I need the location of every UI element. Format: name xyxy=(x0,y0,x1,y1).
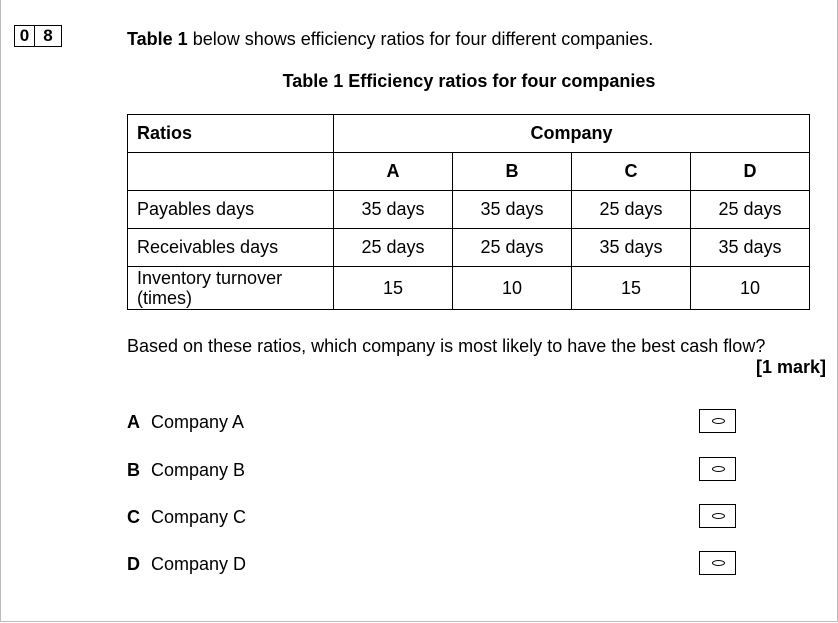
table-row xyxy=(128,229,810,267)
table-cell: 15 xyxy=(572,267,691,310)
intro-rest: below shows efficiency ratios for four different companies. xyxy=(187,29,654,49)
table-header-row xyxy=(128,115,810,153)
company-b-header: B xyxy=(453,153,572,191)
option-text: Company C xyxy=(151,507,247,527)
ratios-table xyxy=(127,114,810,310)
question-text: Based on these ratios, which company is most likely to have the best cash flow? xyxy=(127,336,766,356)
answer-box-c[interactable] xyxy=(699,504,736,528)
option-letter: B xyxy=(127,460,140,480)
table-row xyxy=(128,191,810,229)
question-number-digit-2: 8 xyxy=(35,25,62,47)
row-label-line-2: (times) xyxy=(137,288,192,308)
table-cell: 25 days xyxy=(334,229,453,267)
row-label: Receivables days xyxy=(128,229,334,267)
intro-text xyxy=(127,29,653,50)
intro-table-ref: Table 1 xyxy=(127,29,188,49)
table-cell: 10 xyxy=(691,267,810,310)
table-cell: 35 days xyxy=(334,191,453,229)
option-letter: C xyxy=(127,507,140,527)
oval-icon xyxy=(712,418,725,424)
option-c xyxy=(127,507,246,528)
company-d-header: D xyxy=(691,153,810,191)
table-cell: 15 xyxy=(334,267,453,310)
answer-box-b[interactable] xyxy=(699,457,736,481)
option-letter: A xyxy=(127,412,140,432)
table-cell: 35 days xyxy=(691,229,810,267)
empty-cell xyxy=(128,153,334,191)
answer-box-d[interactable] xyxy=(699,551,736,575)
table-cell: 35 days xyxy=(453,191,572,229)
table-cell: 25 days xyxy=(572,191,691,229)
option-b xyxy=(127,460,245,481)
option-a xyxy=(127,412,244,433)
option-letter: D xyxy=(127,554,140,574)
table-cell: 25 days xyxy=(691,191,810,229)
oval-icon xyxy=(712,466,725,472)
option-text: Company D xyxy=(151,554,247,574)
option-text: Company A xyxy=(151,412,245,432)
company-c-header: C xyxy=(572,153,691,191)
row-label xyxy=(128,267,334,310)
table-caption: Table 1 Efficiency ratios for four companies xyxy=(282,71,656,91)
option-text: Company B xyxy=(151,460,246,480)
oval-icon xyxy=(712,513,725,519)
mark-allocation: [1 mark] xyxy=(755,357,826,377)
table-cell: 25 days xyxy=(453,229,572,267)
question-number-digit-1: 0 xyxy=(14,25,35,47)
oval-icon xyxy=(712,560,725,566)
table-cell: 10 xyxy=(453,267,572,310)
row-label: Payables days xyxy=(128,191,334,229)
table-row xyxy=(128,267,810,310)
table-company-row xyxy=(128,153,810,191)
company-a-header: A xyxy=(334,153,453,191)
question-number xyxy=(14,25,62,47)
header-ratios: Ratios xyxy=(128,115,334,153)
header-company: Company xyxy=(334,115,810,153)
option-d xyxy=(127,554,246,575)
table-cell: 35 days xyxy=(572,229,691,267)
answer-box-a[interactable] xyxy=(699,409,736,433)
row-label-line-1: Inventory turnover xyxy=(137,268,283,288)
